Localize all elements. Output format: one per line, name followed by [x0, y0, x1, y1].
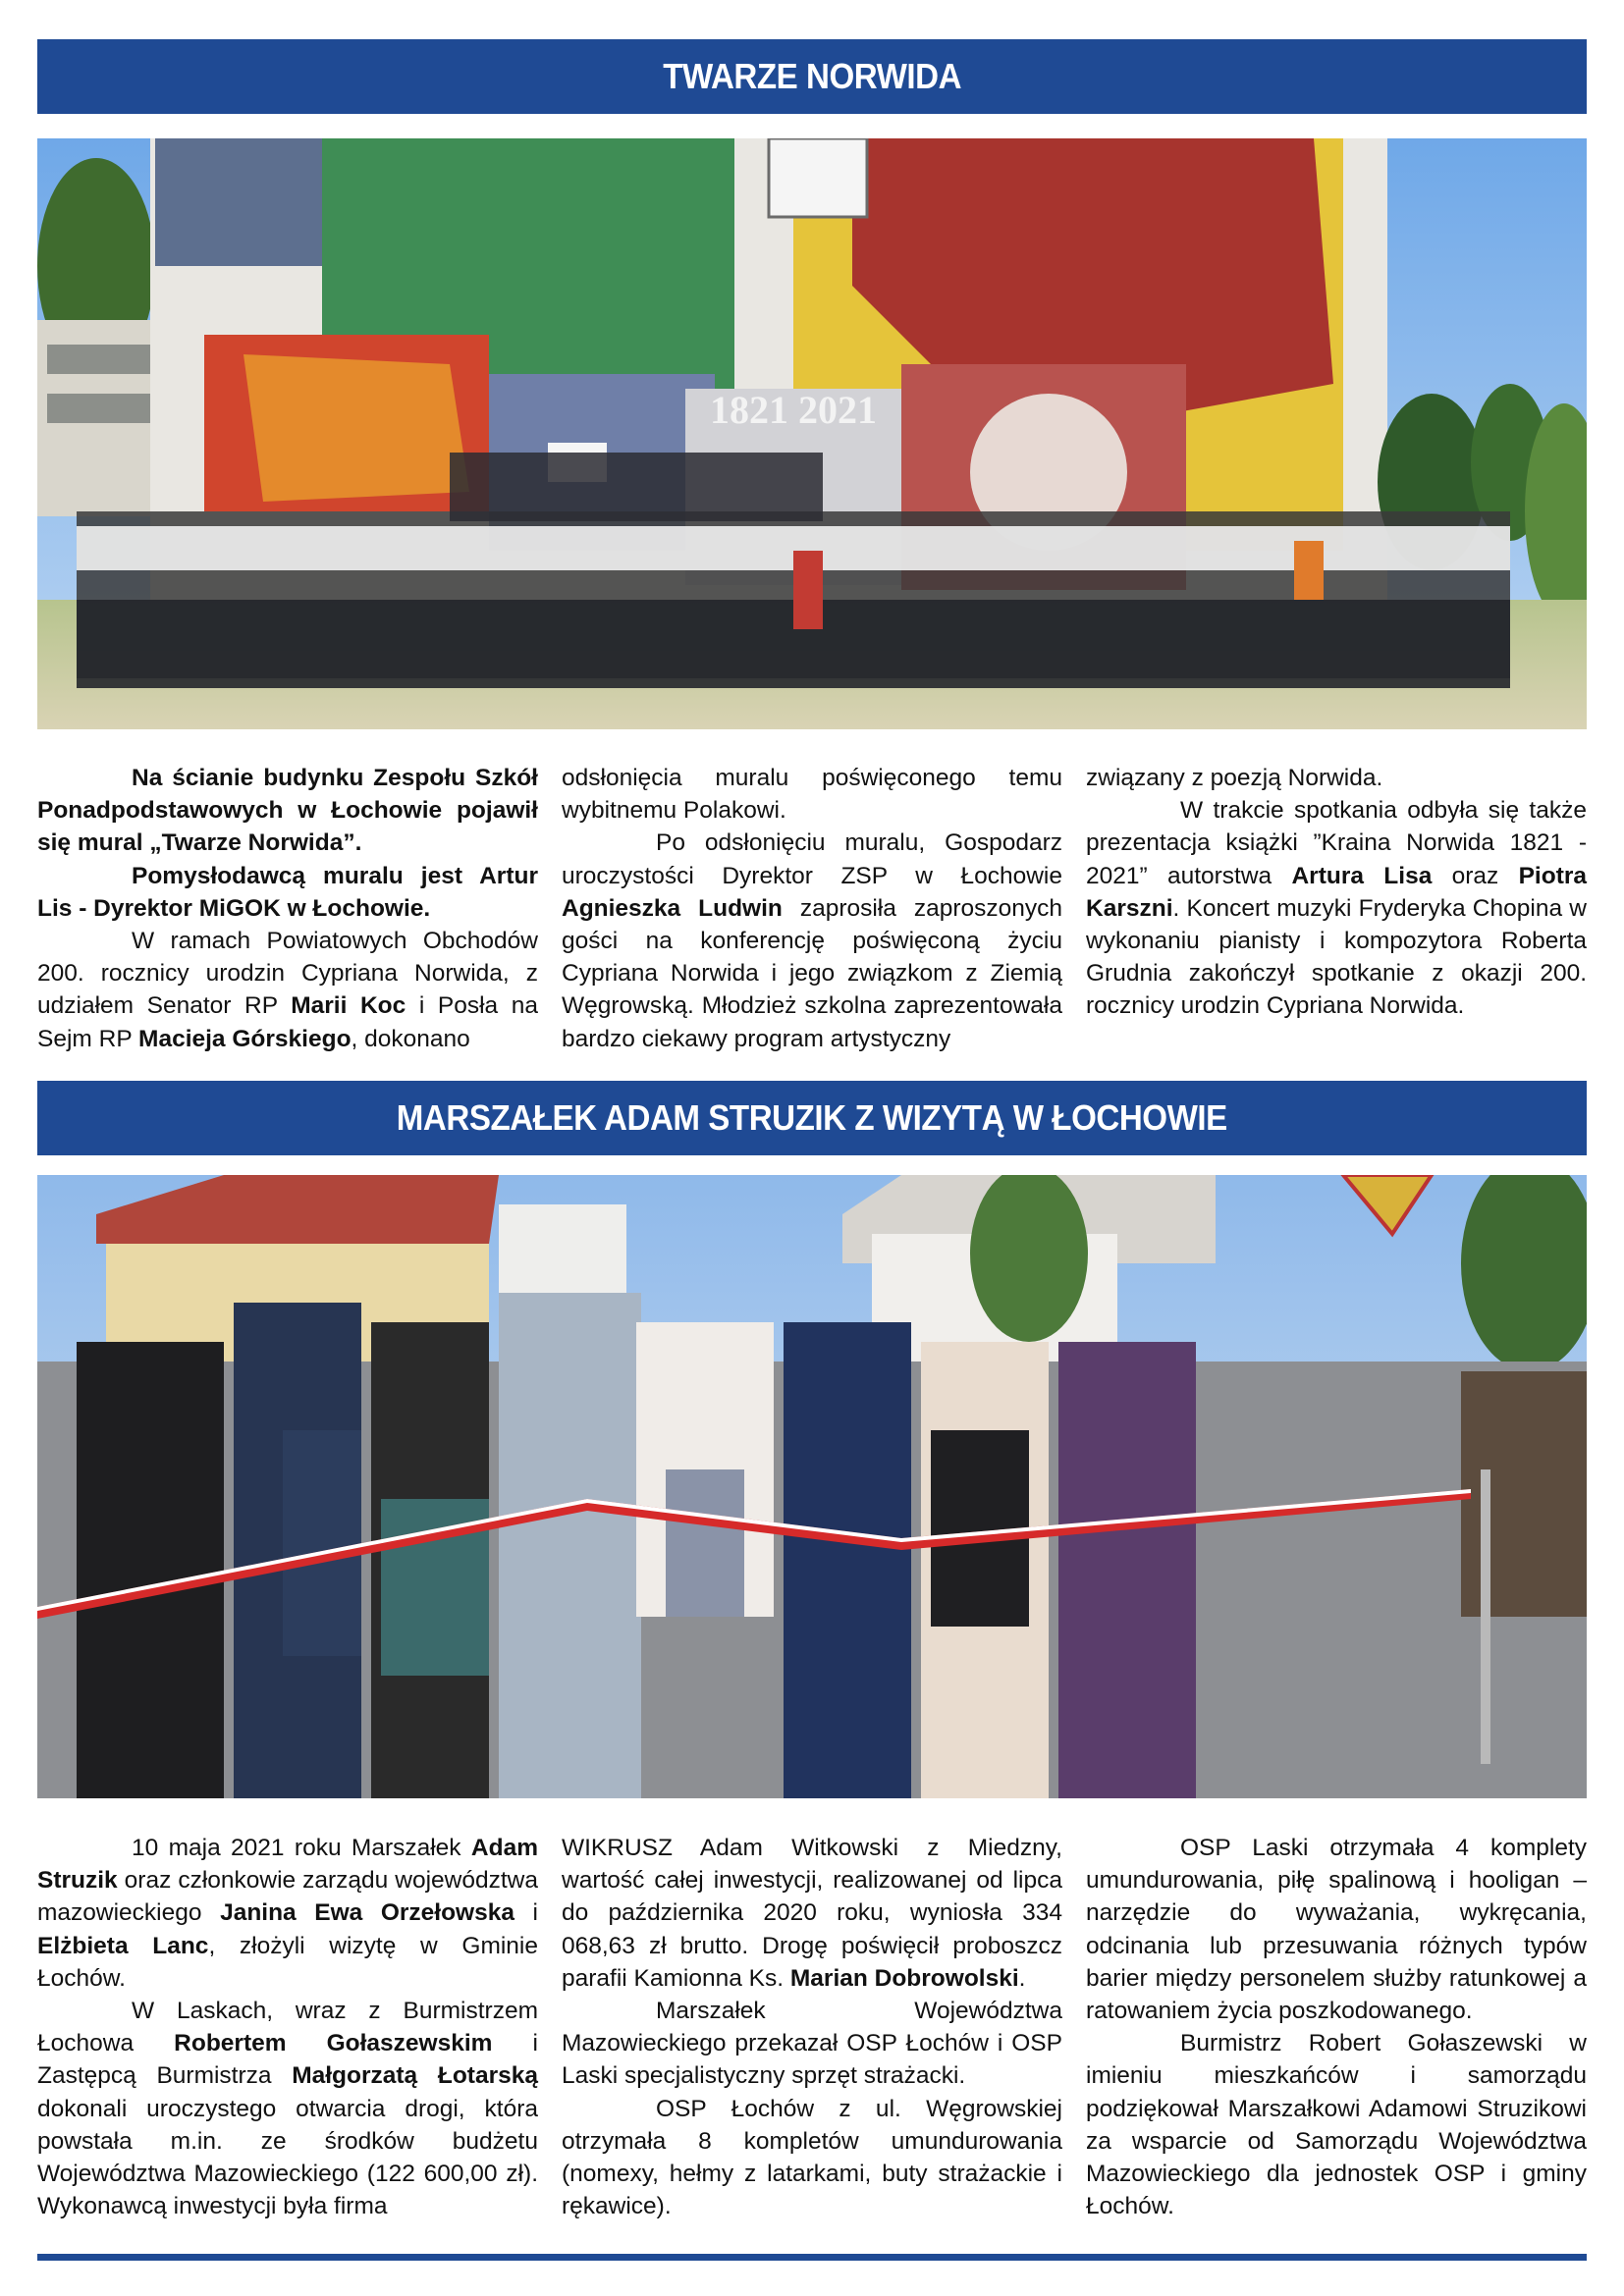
bold-name: Marian Dobrowolski — [789, 1964, 1019, 1992]
text-run: W trakcie spotkania odbyła się także prezentacja książki ”Kraina Norwida 1821 - 2021” autorstwa — [1086, 797, 1587, 889]
text-run: oraz — [1432, 862, 1519, 889]
text-run: 10 maja 2021 roku Marszałek — [132, 1835, 471, 1861]
mural-photo-illustration — [37, 138, 1587, 729]
ribbon-cutting-photo — [37, 1175, 1587, 1798]
section-title: TWARZE NORWIDA — [663, 56, 961, 96]
text-run: zaprosiła zaproszonych gości na konferencję poświęconą życiu Cypriana Norwida i jego związkom z Ziemią Węgrowską. Młodzież szkolna zaprezentowała bardzo ciekawy program artystyczny — [562, 894, 1063, 1052]
text-run: i — [514, 1899, 538, 1927]
bold-name: Macieja Górskiego — [138, 1025, 352, 1052]
paragraph: OSP Łochów z ul. Węgrowskiej otrzymała 8 kompletów umundurowania (nomexy, hełmy z latarkami, buty strażackie i rękawice). — [562, 2095, 1062, 2220]
text-run: i Posła na Sejm RP — [37, 992, 538, 1052]
paragraph: odsłonięcia muralu poświęconego temu wybitnemu Polakowi. — [562, 765, 1062, 825]
paragraph: OSP Laski otrzymała 4 komplety umundurowania, piłę spalinową i hooligan – narzędzie do wyważania, wykręcania, odcinania lub przesuwania różnych typów barier między personelem służby ratunkowej a ratowaniem życia poszkodowanego. — [1086, 1835, 1587, 2025]
text-run: , dokonano — [351, 1025, 470, 1052]
text-run: . Koncert muzyki Fryderyka Chopina w wykonaniu pianisty i kompozytora Roberta Grudnia zakończył spotkanie z okazji 200. rocznicy urodzin Cypriana Norwida. — [1086, 894, 1587, 1020]
bold-author: Pomysłodawcą muralu jest Artur Lis - Dyrektor MiGOK w Łochowie. — [37, 862, 538, 922]
paragraph: Burmistrz Robert Gołaszewski w imieniu mieszkańców i samorządu podziękował Marszałkowi Adamowi Struzikowi za wsparcie od Samorządu Województwa Mazowieckiego dla jednostek OSP i gminy Łochów. — [1086, 2030, 1587, 2220]
text-run: oraz członkowie zarządu województwa mazowieckiego — [37, 1867, 538, 1927]
paragraph — [37, 762, 538, 860]
section2-column-3 — [1086, 1832, 1587, 2222]
paragraph — [37, 860, 538, 925]
paragraph — [37, 1995, 538, 2222]
footer-rule — [37, 2254, 1587, 2261]
text-run: Po odsłonięciu muralu, Gospodarz uroczystości Dyrektor ZSP w Łochowie — [562, 829, 1062, 889]
text-run: . — [1018, 1964, 1026, 1992]
section2-column-2 — [562, 1832, 1062, 2222]
paragraph — [37, 1832, 538, 1995]
bold-name: Elżbieta Lanc — [37, 1932, 209, 1959]
section-banner-twarze-norwida — [37, 39, 1587, 114]
bold-name: Artura Lisa — [1291, 862, 1433, 889]
bold-name: Janina Ewa Orzełowska — [220, 1899, 514, 1927]
paragraph: Marszałek Województwa Mazowieckiego przekazał OSP Łochów i OSP Laski specjalistyczny sprzęt strażacki. — [562, 1998, 1062, 2090]
mural-year-text: 1821 2021 — [710, 388, 877, 432]
bold-name: Robertem Gołaszewskim — [174, 2030, 493, 2057]
section1-column-2 — [562, 762, 1062, 1055]
paragraph — [37, 925, 538, 1055]
paragraph: związany z poezją Norwida. — [1086, 765, 1383, 791]
section2-text-columns — [37, 1832, 1587, 2222]
text-run: W Laskach, wraz z Burmistrzem Łochowa — [37, 1998, 538, 2057]
bold-name: Marii Koc — [291, 992, 406, 1020]
text-run: W ramach Powiatowych Obchodów 200. rocznicy urodzin Cypriana Norwida, z udziałem Senator RP — [37, 928, 538, 1020]
ribbon-cutting-illustration — [37, 1175, 1587, 1798]
bold-name: Małgorzatą Łotarską — [292, 2062, 538, 2090]
text-run: dokonali uroczystego otwarcia drogi, która powstała m.in. ze środków budżetu Województwa Mazowieckiego (122 600,00 zł). Wykonawcą inwestycji była firma — [37, 2095, 538, 2220]
text-run: i Zastępcą Burmistrza — [37, 2030, 538, 2090]
bold-name: Piotra Karszni — [1086, 862, 1588, 922]
bold-name: Agnieszka Ludwin — [562, 894, 783, 922]
text-run: WIKRUSZ Adam Witkowski z Miedzny, wartość całej inwestycji, realizowanej od lipca do października 2020 roku, wyniosła 334 068,63 zł brutto. Drogę poświęcił proboszcz parafii Kamionna Ks. — [562, 1835, 1062, 1992]
paragraph — [562, 827, 1062, 1054]
paragraph — [562, 1832, 1062, 1995]
section-title: MARSZAŁEK ADAM STRUZIK Z WIZYTĄ W ŁOCHOWIE — [397, 1097, 1227, 1138]
section1-column-1 — [37, 762, 538, 1055]
mural-group-photo — [37, 138, 1587, 729]
text-run: , złożyli wizytę w Gminie Łochów. — [37, 1932, 538, 1992]
section2-column-1 — [37, 1832, 538, 2222]
section-banner-marszalek — [37, 1081, 1587, 1155]
paragraph — [1086, 794, 1587, 1022]
section1-column-3 — [1086, 762, 1587, 1055]
section1-text-columns — [37, 762, 1587, 1055]
bold-name: Adam Struzik — [37, 1835, 538, 1895]
bold-intro: Na ścianie budynku Zespołu Szkół Ponadpodstawowych w Łochowie pojawił się mural „Twarze Norwida”. — [37, 765, 538, 857]
